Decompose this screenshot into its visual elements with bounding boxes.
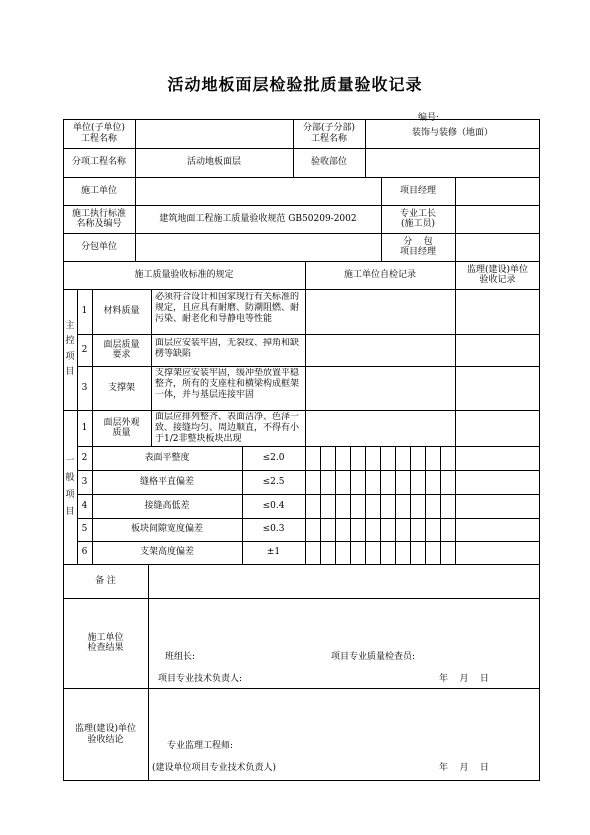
acceptance-part-label: 验收部位: [310, 157, 347, 168]
remarks-field[interactable]: [148, 564, 540, 598]
supervision-engineer-label: 专业监理工程师:: [167, 741, 234, 751]
general-items-label: 一 般 项 目: [65, 455, 75, 518]
item-project-label: 分项工程名称: [71, 157, 126, 168]
main-item-number: 3: [81, 382, 88, 393]
quality-inspector-label: 项目专业质量检查员:: [331, 652, 416, 662]
main-item-requirement: 支撑架应安装牢固，缓冲垫放置平稳整齐，所有的支座柱和横梁构成框架一体，并与基层连接牢固: [155, 368, 300, 400]
foreman-value[interactable]: [455, 205, 540, 233]
project-manager-value[interactable]: [455, 177, 540, 205]
main-item-name: 支撑架: [107, 382, 135, 393]
construction-check-label: 施工单位 检查结果: [87, 632, 124, 653]
general-item-name: 缝格平直偏差: [139, 476, 194, 487]
owner-representative-label: (建设单位项目专业技术负责人): [152, 763, 277, 773]
item-project-value[interactable]: 活动地板面层: [186, 157, 241, 168]
main-item-name: 面层质量 要求: [103, 339, 140, 360]
main-item-requirement: 必须符合设计和国家现行有关标准的规定，且应具有耐磨、防潮阻燃、耐污染、耐老化和导静电等性能: [155, 292, 300, 324]
supervision-conclusion-label: 监理(建设)单位 验收结论: [74, 724, 137, 745]
acceptance-part-value[interactable]: [365, 148, 540, 177]
sub-manager-value[interactable]: [455, 233, 540, 261]
main-control-label: 主 控 项 目: [65, 320, 75, 377]
general-item-name: 板块间隙宽度偏差: [130, 524, 203, 535]
sub-project-label: 分部(子分部) 工程名称: [302, 123, 356, 144]
general-item-name: 面层外观 质量: [103, 417, 140, 438]
serial-number-label: 编号:: [418, 113, 440, 123]
general-item-number: 5: [81, 524, 88, 535]
remarks-label: 备 注: [95, 575, 116, 586]
construction-date: 年 月 日: [439, 674, 489, 684]
general-item-name: 支架高度偏差: [139, 547, 194, 558]
sub-project-value[interactable]: 装饰与装修（地面）: [411, 128, 493, 139]
unit-project-value[interactable]: [135, 119, 293, 148]
column-supervision-header: 监理(建设)单位 验收记录: [466, 264, 529, 285]
column-self-check-header: 施工单位自检记录: [343, 269, 416, 280]
tech-lead-label: 项目专业技术负责人:: [158, 674, 243, 684]
sub-manager-label: 分 包 项目经理: [399, 236, 436, 257]
general-item-tolerance: ≤0.4: [262, 500, 285, 511]
project-manager-label: 项目经理: [399, 185, 436, 196]
general-item-tolerance: ≤0.3: [262, 524, 285, 535]
general-item-number: 6: [81, 547, 88, 558]
standard-value[interactable]: 建筑地面工程施工质量验收规范 GB50209-2002: [159, 213, 357, 224]
main-item-name: 材料质量: [103, 306, 140, 317]
team-leader-label: 班组长:: [165, 652, 196, 662]
general-item-name: 接缝高低差: [144, 500, 190, 511]
main-item-number: 2: [81, 344, 88, 355]
main-item-requirement: 面层应安装牢固，无裂纹、掉角和缺楞等缺陷: [155, 338, 300, 359]
general-item-number: 1: [81, 422, 88, 433]
general-item-tolerance: ≤2.5: [262, 476, 285, 487]
general-item-name: 表面平整度: [144, 452, 190, 463]
general-item-requirement: 面层应排列整齐、表面洁净、色泽一致、接缝均匀、周边顺直，不得有小于1/2非整块板块出现: [155, 412, 300, 444]
foreman-label: 专业工长 (施工员): [399, 208, 436, 229]
construction-unit-label: 施工单位: [80, 185, 117, 196]
unit-project-label: 单位(子单位) 工程名称: [72, 123, 126, 144]
main-item-number: 1: [81, 306, 88, 317]
general-item-number: 2: [81, 452, 88, 463]
page-title: 活动地板面层检验批质量验收记录: [167, 75, 423, 94]
standard-label: 施工执行标准 名称及编号: [71, 208, 126, 229]
subcontractor-value[interactable]: [135, 233, 381, 261]
construction-unit-value[interactable]: [135, 177, 381, 205]
general-item-tolerance: ≤2.0: [262, 452, 285, 463]
subcontractor-label: 分包单位: [80, 241, 117, 252]
supervision-date: 年 月 日: [439, 763, 489, 773]
general-item-number: 3: [81, 476, 88, 487]
general-item-number: 4: [81, 500, 88, 511]
general-item-tolerance: ±1: [266, 547, 281, 558]
column-standard-header: 施工质量验收标准的规定: [134, 269, 234, 280]
